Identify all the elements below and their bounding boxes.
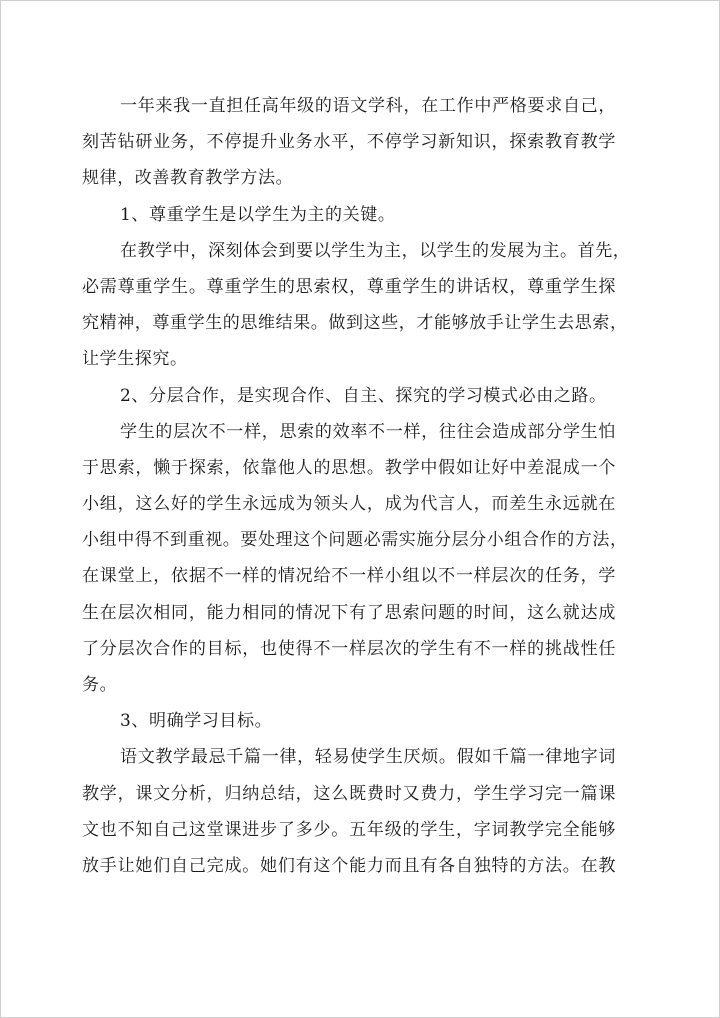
- text-line: 让学生探究。: [82, 349, 188, 370]
- text-line: 一年来我一直担任高年级的语文学科，在工作中严格要求自己，: [120, 96, 616, 116]
- text-line: 必需尊重学生。尊重学生的思索权，尊重学生的讲话权，尊重学生探: [82, 276, 616, 297]
- text-line: 了分层次合作的目标，也使得不一样层次的学生有不一样的挑战性任: [82, 638, 616, 659]
- text-line: 2、分层合作，是实现合作、自主、探究的学习模式必由之路。: [120, 385, 607, 406]
- text-line: 规律，改善教育教学方法。: [82, 168, 294, 189]
- text-line: 小组中得不到重视。要处理这个问题必需实施分层分小组合作的方法，: [82, 530, 628, 551]
- text-line: 在教学中，深刻体会到要以学生为主，以学生的发展为主。首先，: [120, 240, 631, 261]
- text-line: 语文教学最忌千篇一律，轻易使学生厌烦。假如千篇一律地字词: [120, 747, 616, 768]
- text-line: 1、尊重学生是以学生为主的关键。: [120, 204, 396, 225]
- document-body: [82, 88, 631, 884]
- text-line: 刻苦钻研业务，不停提升业务水平，不停学习新知识，探索教育教学: [82, 132, 616, 153]
- text-line: 文也不知自己这堂课进步了多少。五年级的学生，字词教学完全能够: [82, 819, 616, 840]
- text-line: 于思索，懒于探索，依靠他人的思想。教学中假如让好中差混成一个: [82, 457, 616, 478]
- text-line: 务。: [82, 675, 118, 695]
- text-line: 生在层次相同，能力相同的情况下有了思索问题的时间，这么就达成: [82, 602, 616, 623]
- text-line: 放手让她们自己完成。她们有这个能力而且有各自独特的方法。在教: [82, 855, 616, 876]
- text-line: 在课堂上，依据不一样的情况给不一样小组以不一样层次的任务，学: [82, 566, 616, 587]
- text-line: 小组，这么好的学生永远成为领头人，成为代言人，而差生永远就在: [82, 494, 616, 515]
- text-line: 教学，课文分析，归纳总结，这么既费时又费力，学生学习完一篇课: [82, 783, 616, 804]
- text-line: 3、明确学习目标。: [120, 711, 273, 732]
- text-line: 究精神，尊重学生的思维结果。做到这些，才能够放手让学生去思索，: [82, 313, 628, 334]
- text-line: 学生的层次不一样，思索的效率不一样，往往会造成部分学生怕: [120, 421, 616, 442]
